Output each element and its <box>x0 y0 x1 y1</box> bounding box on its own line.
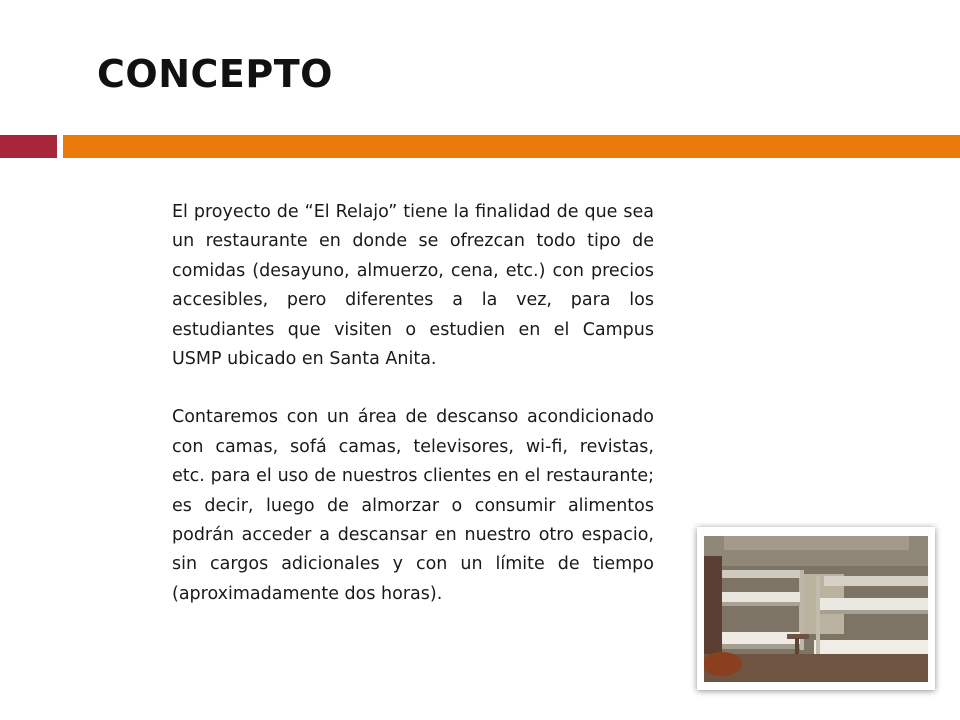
photo-frame <box>697 527 935 690</box>
title-accent-bar-left <box>0 135 57 158</box>
slide-title: CONCEPTO <box>97 52 333 96</box>
title-accent-bar-right <box>63 135 960 158</box>
body-text <box>172 198 654 638</box>
paragraph-rest-area: Contaremos con un área de descanso acondicionado con camas, sofá camas, televisores, wi-fi, revistas, etc. para el uso de nuestros clientes en el restaurante; es decir, luego de almorzar o consumir alimentos podrán acceder a descansar en nuestro otro espacio, sin cargos adicionales y con un límite de tiempo (aproximadamente dos horas). <box>172 407 654 604</box>
paragraph-project-purpose: El proyecto de “El Relajo” tiene la finalidad de que sea un restaurante en donde se ofrezcan todo tipo de comidas (desayuno, almuerzo, cena, etc.) con precios accesibles, pero diferentes a la vez, para los estudiantes que visiten o estudien en el Campus USMP ubicado en Santa Anita. <box>172 202 654 370</box>
rest-area-bunk-beds-photo <box>704 536 928 682</box>
